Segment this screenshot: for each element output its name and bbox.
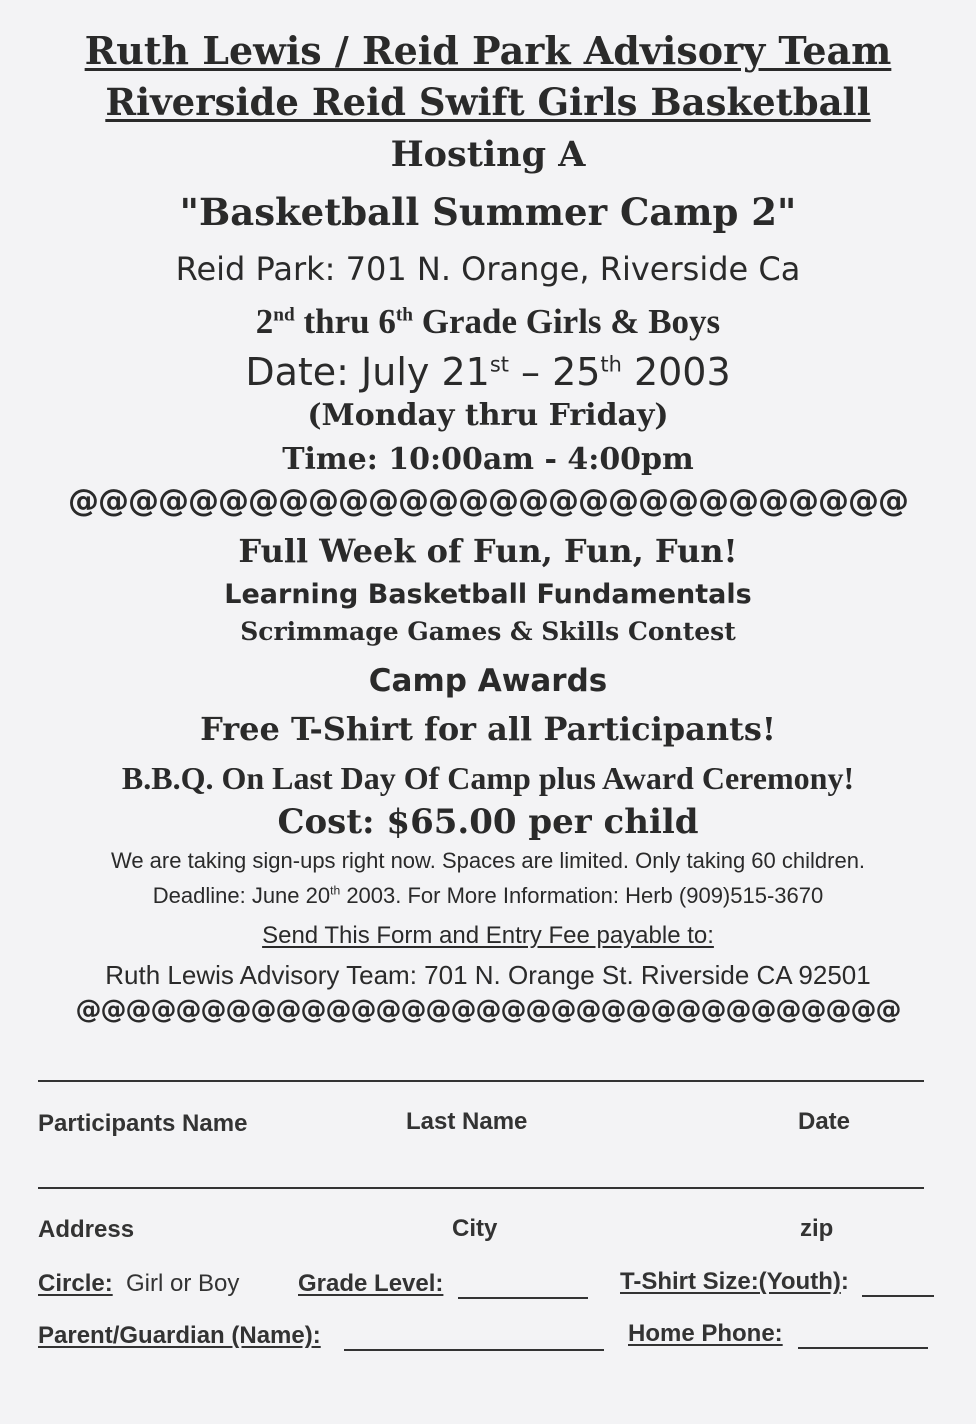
fun-line: Full Week of Fun, Fun, Fun! [238,532,738,570]
deadline-a: Deadline: June 20 [152,883,331,908]
deadline-sup: th [330,883,341,898]
date-b: – 25 [508,350,601,394]
grades-a-sup: nd [273,304,295,326]
deadline-info [0,883,976,909]
header-team: Riverside Reid Swift Girls Basketball [105,80,871,124]
camp-title: "Basketball Summer Camp 2" [179,190,797,234]
zip-label: zip [800,1215,834,1242]
cost-line: Cost: $65.00 per child [277,802,699,842]
deadline-b: 2003. For More Information: Herb (909)515-3670 [340,883,824,908]
home-phone-label: Home Phone: [628,1320,783,1347]
date-b-sup: th [600,352,622,377]
circle-label: Circle: [38,1270,113,1297]
signup-info: We are taking sign-ups right now. Spaces are limited. Only taking 60 children. [110,848,866,873]
grades-b: thru 6 [294,302,396,341]
parent-guardian-label: Parent/Guardian (Name): [38,1322,321,1349]
grade-level-field[interactable] [458,1297,588,1299]
address-label: Address [38,1216,135,1243]
gender-options[interactable]: Girl or Boy [126,1270,240,1297]
mailing-address: Ruth Lewis Advisory Team: 701 N. Orange St. Riverside CA 92501 [105,960,871,990]
weekdays: (Monday thru Friday) [307,398,669,433]
city-label: City [452,1215,498,1242]
header-hosting: Hosting A [390,134,586,175]
grades [0,302,976,342]
home-phone-field[interactable] [798,1347,928,1349]
time: Time: 10:00am - 4:00pm [282,442,694,477]
tshirt-line: Free T-Shirt for all Participants! [200,710,776,748]
date-a: Date: July 21 [245,350,490,394]
grades-a: 2 [255,302,274,341]
fundamentals-line: Learning Basketball Fundamentals [224,579,752,610]
grades-b-sup: th [395,304,413,326]
last-name-label: Last Name [406,1108,528,1135]
location: Reid Park: 701 N. Orange, Riverside Ca [175,250,801,288]
grade-level-label: Grade Level: [298,1270,444,1297]
date-c: 2003 [621,350,731,394]
scrimmage-line: Scrimmage Games & Skills Contest [240,617,736,646]
tshirt-size-colon: : [840,1268,849,1295]
participant-name-label: Participants Name [38,1110,248,1137]
tshirt-size-field[interactable] [862,1295,934,1297]
awards-line: Camp Awards [368,663,608,699]
at-divider-top: @@@@@@@@@@@@@@@@@@@@@@@@@@@@ [68,483,908,519]
tshirt-size-label [620,1268,849,1296]
parent-guardian-field[interactable] [344,1349,604,1351]
bbq-line: B.B.Q. On Last Day Of Camp plus Award Ceremony! [121,760,855,796]
dates [0,350,976,394]
address-line[interactable] [38,1187,924,1189]
date-a-sup: st [489,352,509,377]
grades-c: Grade Girls & Boys [412,302,721,341]
header-organization: Ruth Lewis / Reid Park Advisory Team [84,28,892,73]
date-label: Date [798,1108,851,1135]
participant-name-line[interactable] [38,1080,924,1082]
at-divider-bottom: @@@@@@@@@@@@@@@@@@@@@@@@@@@@@@@@@ [75,995,901,1025]
tshirt-size-text: T-Shirt Size:(Youth) [620,1268,841,1295]
send-form-heading: Send This Form and Entry Fee payable to: [262,922,714,949]
